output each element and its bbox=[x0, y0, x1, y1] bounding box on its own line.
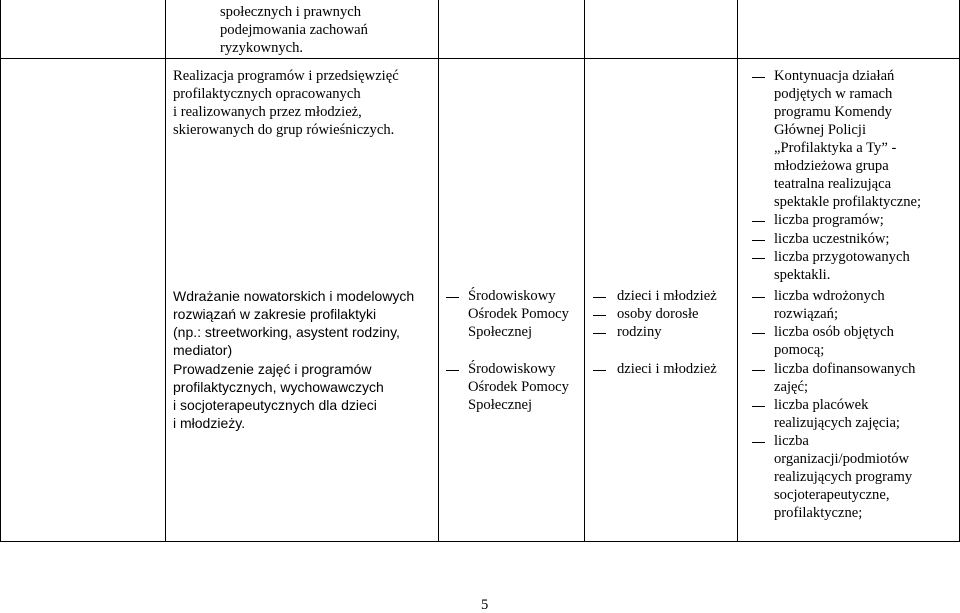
list-item-text: organizacji/podmiotów bbox=[774, 451, 910, 467]
dash-bullet bbox=[752, 258, 765, 259]
list-item-text: Kontynuacja działań bbox=[774, 68, 895, 84]
list-item-text: realizujących zajęcia; bbox=[774, 415, 900, 431]
cell-text: Społecznej bbox=[468, 324, 533, 340]
cell-text: społecznych i prawnych bbox=[220, 4, 362, 20]
cell-text: skierowanych do grup rówieśniczych. bbox=[173, 122, 395, 138]
cell-text: Ośrodek Pomocy bbox=[468, 306, 569, 322]
dash-bullet bbox=[752, 297, 765, 298]
list-item-text: rozwiązań; bbox=[774, 306, 839, 322]
dash-bullet bbox=[752, 370, 765, 371]
cell-text: i młodzieży. bbox=[173, 415, 246, 431]
list-item-text: spektakli. bbox=[774, 267, 831, 283]
dash-bullet bbox=[752, 221, 765, 222]
dash-bullet bbox=[752, 333, 765, 334]
row-divider bbox=[0, 58, 959, 59]
list-item-text: pomocą; bbox=[774, 342, 825, 358]
list-item-text: liczba przygotowanych bbox=[774, 249, 910, 265]
dash-bullet bbox=[446, 297, 459, 298]
cell-text: podejmowania zachowań bbox=[220, 22, 368, 38]
dash-bullet bbox=[752, 406, 765, 407]
cell-text: Prowadzenie zajęć i programów bbox=[173, 361, 372, 377]
list-item-text: liczba osób objętych bbox=[774, 324, 894, 340]
cell-text: ryzykownych. bbox=[220, 40, 304, 56]
cell-text: rodziny bbox=[617, 324, 662, 340]
list-item-text: liczba uczestników; bbox=[774, 231, 890, 247]
cell-text: Wdrażanie nowatorskich i modelowych bbox=[173, 288, 415, 304]
dash-bullet bbox=[593, 333, 606, 334]
cell-text: Realizacja programów i przedsięwzięć bbox=[173, 68, 399, 84]
cell-text: rozwiązań w zakresie profilaktyki bbox=[173, 306, 377, 322]
dash-bullet bbox=[593, 370, 606, 371]
cell-text: osoby dorosłe bbox=[617, 306, 699, 322]
list-item-text: liczba dofinansowanych bbox=[774, 361, 916, 377]
list-item-text: zajęć; bbox=[774, 379, 809, 395]
cell-text: mediator) bbox=[173, 342, 233, 358]
cell-text: profilaktycznych opracowanych bbox=[173, 86, 361, 102]
table-border-bottom bbox=[0, 541, 959, 542]
page-number: 5 bbox=[481, 597, 489, 613]
cell-text: Społecznej bbox=[468, 397, 533, 413]
dash-bullet bbox=[446, 370, 459, 371]
list-item-text: liczba wdrożonych bbox=[774, 288, 885, 304]
list-item-text: liczba programów; bbox=[774, 212, 884, 228]
cell-text: (np.: streetworking, asystent rodziny, bbox=[173, 324, 400, 340]
list-item-text: spektakle profilaktyczne; bbox=[774, 194, 922, 210]
cell-text: i realizowanych przez młodzież, bbox=[173, 104, 362, 120]
column-divider bbox=[584, 0, 585, 542]
list-item-text: liczba bbox=[774, 433, 809, 449]
dash-bullet bbox=[752, 240, 765, 241]
dash-bullet bbox=[752, 442, 765, 443]
column-divider bbox=[438, 0, 439, 542]
list-item-text: „Profilaktyka a Ty” - bbox=[774, 140, 897, 156]
column-divider bbox=[737, 0, 738, 542]
column-divider bbox=[165, 0, 166, 542]
cell-text: Ośrodek Pomocy bbox=[468, 379, 569, 395]
table-border-left bbox=[0, 0, 1, 542]
list-item-text: młodzieżowa grupa bbox=[774, 158, 889, 174]
list-item-text: socjoterapeutyczne, bbox=[774, 487, 890, 503]
dash-bullet bbox=[593, 297, 606, 298]
cell-text: profilaktycznych, wychowawczych bbox=[173, 379, 384, 395]
cell-text: dzieci i młodzież bbox=[617, 288, 717, 304]
cell-text: Środowiskowy bbox=[468, 288, 556, 304]
cell-text: i socjoterapeutycznych dla dzieci bbox=[173, 397, 377, 413]
list-item-text: realizujących programy bbox=[774, 469, 913, 485]
list-item-text: programu Komendy bbox=[774, 104, 892, 120]
list-item-text: podjętych w ramach bbox=[774, 86, 893, 102]
dash-bullet bbox=[752, 77, 765, 78]
list-item-text: liczba placówek bbox=[774, 397, 869, 413]
list-item-text: Głównej Policji bbox=[774, 122, 867, 138]
cell-text: dzieci i młodzież bbox=[617, 361, 717, 377]
list-item-text: teatralna realizująca bbox=[774, 176, 892, 192]
cell-text: Środowiskowy bbox=[468, 361, 556, 377]
list-item-text: profilaktyczne; bbox=[774, 505, 863, 521]
dash-bullet bbox=[593, 315, 606, 316]
